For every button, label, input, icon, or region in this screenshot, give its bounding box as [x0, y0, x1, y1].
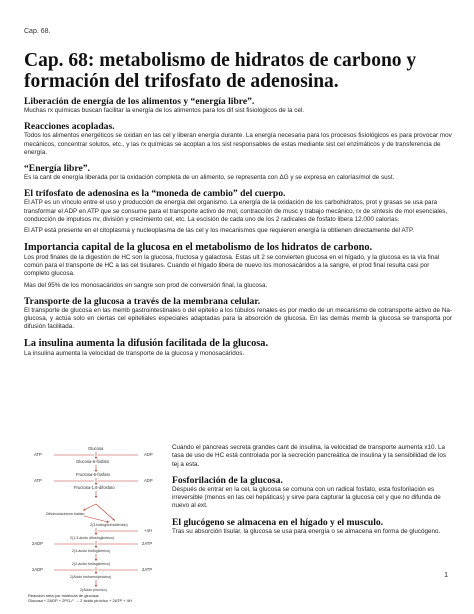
section-body: Es la cant de energía liberada por la oxidación completa de un alimento, se representa con ΔG y se expresa en calorías/mol de sust. [24, 174, 395, 182]
glycolysis-diagram-svg [24, 444, 170, 604]
page-number: 1 [444, 572, 448, 579]
section-heading: “Energía libre”. [24, 163, 90, 175]
cofactor-label: 2ATP [142, 567, 153, 572]
section-body: El transporte de glucosa en las memb gastrointestinales o del epitelio a los túbulos renales es por medio de un mecanismo de cotransporte activo de Na-glucosa, y actúa solo en ciertas cel epiteliales especiales adaptadas para la absorción de glucosa. En las demás memb la glucosa se transporta por difusión facilitada. [24, 306, 452, 331]
section-body: Muchas rx químicas buscan facilitar la energía de los alimentos para los dif sist fisiológicos de la cel. [24, 107, 304, 114]
main-content [24, 96, 452, 358]
figure-and-text-columns [24, 444, 454, 604]
compound-label: 2(1,3-ácido difosfoglicérico) [70, 536, 114, 540]
compound-label: Glucosa-6-fosfato [76, 459, 110, 464]
section-heading: Reacciones acopladas. [24, 121, 115, 133]
cofactor-label: ATP [34, 478, 42, 483]
cofactor-label: ADP [144, 452, 153, 457]
glycolysis-diagram [24, 444, 170, 604]
compound-label: Glucosa [88, 446, 104, 451]
cofactor-label: 2ATP [142, 541, 153, 546]
compound-label: 2(3-ácido fosfoglicérico) [72, 549, 111, 553]
section-body: Cuando el páncreas secreta grandes cant de insulina, la velocidad de transporte aumenta x10. La tasa de uso de HC está controlada por la secreción pancreática de insulina y la sensibilidad de los tej a esta. [172, 444, 447, 468]
section-heading: La insulina aumenta la difusión facilitada de la glucosa. [24, 337, 269, 349]
page-title: Cap. 68: metabolismo de hidratos de carbono y formación del trifosfato de adenosina. [24, 50, 417, 92]
section-heading: Fosforilación de la glucosa. [172, 474, 283, 486]
compound-label: 2(Ácido pirúvico) [80, 588, 107, 592]
section-insulina [24, 338, 452, 358]
section-body: La insulina aumenta la velocidad de transporte de la glucosa y monosacáridos. [24, 349, 245, 357]
section-importancia-glucosa [24, 242, 452, 290]
cofactor-label: ATP [34, 452, 42, 457]
section-body: Tras su absorción tisular, la glucosa se usa para energía o se almacena en forma de glucógeno. [172, 527, 441, 535]
section-body: El ATP es un vínculo entre el uso y producción de energía del organismo. La energía de la oxidación de los carbohidratos, prot y grasas se usa para transformar el ADP en ATP que se consume para el transporte activo de mol, contracción de musc y trabajo mecánico, rx de síntesis de mol esenciales, conducción de impulsos nv, división y crecimiento cel, etc. La escisión de cada uno de los 2 radicales de fosfato libera 12.000 calorías. [24, 199, 448, 224]
compound-label: 2(3-fosfogliceraldehído) [90, 523, 128, 527]
diagram-footer: Glucosa + 2ADP + 2PO₄⁼ → 2 ácido pirúvico + 2ATP + 4H [28, 598, 132, 603]
compound-label: Fructosa-1,6-difosfato [74, 485, 115, 490]
right-column [172, 444, 454, 536]
section-heading: El trifosfato de adenosina es la “moneda de cambio” del cuerpo. [24, 188, 286, 200]
compound-label: 2(Ácido fosfoenolpirúvico) [70, 575, 112, 579]
cofactor-label: 2ADP [32, 567, 43, 572]
section-reacciones-acopladas [24, 121, 452, 157]
section-body: El ATP está presente en el citoplasma y nucleoplasma de las cel y los mecanismos que requieren energía la obtienen directamente del ATP. [24, 227, 415, 235]
section-body: Los prod finales de la digestión de HC son la glucosa, fructosa y galactosa. Estas ult 2 se convierten glucosa en el hígado, y la glucosa es la vía final común para el transporte de HC a las cel tisulares. Cuando el hígado libera de nuevo los monosacáridos a la sangre, el prod final resulta casi por completo glucosa. [24, 253, 440, 278]
cofactor-label: ADP [144, 478, 153, 483]
compound-label: 2(2-ácido fosfoglicérico) [72, 562, 111, 566]
section-heading: Importancia capital de la glucosa en el metabolismo de los hidratos de carbono. [24, 241, 373, 253]
section-energia-libre-alimentos [24, 96, 452, 115]
section-body: Mas del 95% de los monosacáridos en sangre son prod de conversión final, la glucosa. [24, 281, 268, 289]
section-transporte-glucosa [24, 296, 452, 332]
section-body: Todos los alimentos energéticos se oxidan en las cel y liberan energía durante. La energía necesaria para los procesos fisiológicos es para provocar mov mecánicos, concentrar solutos, etc., y las rx químicas se acoplan a los sist responsables de estas mediante sist cel enzimáticos y de transferencia de energía. [24, 132, 452, 156]
section-heading: Transporte de la glucosa a través de la membrana celular. [24, 295, 261, 307]
diagram-footer: Reacción neta por molécula de glucosa: [28, 593, 100, 598]
section-body: Después de entrar en la cel, la glucosa se comuna con un radical fosfato, esta fosforilación es irreversible (menos en las cel hepáticas) y sirve para capturar la glucosa cel y que no difunda de nuevo al ext. [172, 485, 441, 510]
cofactor-label: 2ADP [32, 541, 43, 546]
section-heading: Liberación de energía de los alimentos y “energía libre”. [24, 96, 255, 107]
compound-label: Dihidroxiacetona fosfato [46, 512, 85, 516]
compound-label: Fructosa-6-fosfato [76, 472, 110, 477]
section-energia-libre [24, 163, 452, 182]
cofactor-label: +4H [144, 528, 152, 533]
section-atp-moneda [24, 188, 452, 235]
section-heading: El glucógeno se almacena en el hígado y el musculo. [172, 516, 384, 528]
running-header: Cap. 68. [24, 28, 51, 35]
